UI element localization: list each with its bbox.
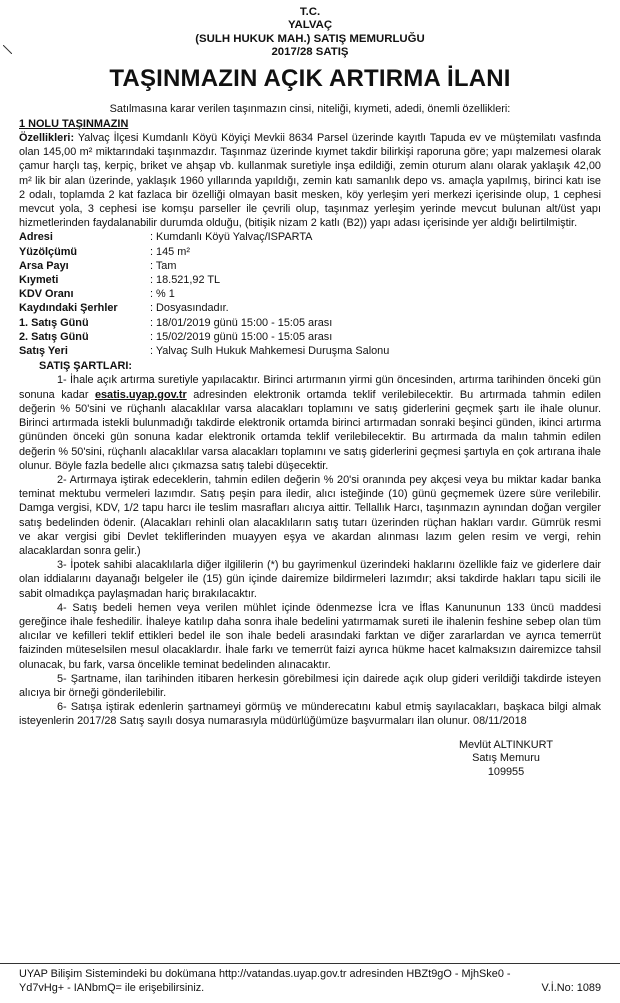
property-heading: 1 NOLU TAŞINMAZIN: [19, 117, 129, 130]
footer-vi-number: V.İ.No: 1089: [541, 981, 601, 994]
property-value: : Dosyasındadır.: [150, 302, 229, 315]
features-paragraph: [19, 131, 601, 230]
property-row: [19, 344, 389, 358]
crop-mark-icon: [3, 45, 12, 54]
header-line-file-no: 2017/28 SATIŞ: [271, 46, 349, 59]
property-value: : Yalvaç Sulh Hukuk Mahkemesi Duruşma Salonu: [150, 345, 390, 358]
condition-6: 6- Satışa iştirak edenlerin şartnameyi görmüş ve münderecatını kabul etmiş sayılacakları, başkaca bilgi almak isteyenlerin 2017/28 Satış sayılı dosya numarasıyla müdürlüğümüze başvurmaları ilan olunur. 08/11/2018: [19, 701, 601, 728]
property-value: : 18/01/2019 günü 15:00 - 15:05 arası: [150, 316, 333, 329]
property-value: : Kumdanlı Köyü Yalvaç/ISPARTA: [150, 231, 313, 244]
header-line-city: YALVAÇ: [287, 19, 333, 32]
institution-header: [19, 6, 601, 60]
property-row: [19, 301, 389, 315]
signer-title: Satış Memuru: [472, 752, 540, 765]
property-key: Kaydındaki Şerhler: [19, 302, 118, 315]
features-label: Özellikleri:: [19, 132, 75, 145]
property-key: KDV Oranı: [19, 288, 74, 301]
condition-3: 3- İpotek sahibi alacaklılarla diğer ilgililerin (*) bu gayrimenkul üzerindeki haklarını özellikle faiz ve giderlere dair olan iddialarını dayanağı belgeler ile (15) gün içinde dairemize bildirmeleri lazımdır; aksi takdirde hakları tapu sicili ile sabit olmadıkça paylaşmadan hariç bırakılacaktır.: [19, 559, 601, 600]
signer-number: 109955: [487, 765, 525, 778]
condition-1-text-b: adresinden elektronik ortamda teklif verilebilecektir. Bu artırmada tahmin edilen değerin % 50'sini ve rüçhanlı alacaklılar varsa alacakları toplamını ve satış giderlerini geçmek şartı ile ihale olunur. Birinci artırmada istekli bulunmadığı takdirde elektronik ortamda birinci artırmadan sonraki beşinci günden, ikinci artırma gününden önceki gün sonuna kadar elektronik ortamda teklif verilebilecektir. Bu artırmada da malın tahmin edilen değerin % 50'sini, rüçhanlı alacaklılar varsa alacakları toplamını ve satış giderlerini geçmesi şartıyla en çok artırana ihale olunur. Böyle fazla bedelle alıcı çıkmazsa satış talebi düşecektir.: [19, 388, 601, 472]
features-text: Yalvaç İlçesi Kumdanlı Köyü Köyiçi Mevkii 8634 Parsel üzerinde kayıtlı Tapuda ev ve müştemilatı vasfında olan 145,00 m² miktarındaki taşınmazdır. Taşınmaz üzerinde kıymet takdir bilirkişi raporuna göre; yapı malzemesi olarak çamur harçlı taş, kerpiç, briket ve ahşap vb. kullanmak suretiyle inşa edildiği, zemin oturum alanı olarak yaklaşık 42,00 m² lik bir alan üzerinde, yaklaşık 1960 yıllarında yapıldığı, zemin katı samanlık depo vs. amaçla yapılmış, birinci katı ise 2 odalı, toplamda 2 kat fazlaca bir özelliği olmayan basit mesken, köy yerleşim yeri merkezi içerisinde olup, 1 cephesi mevcut yola, 3 cephesi ise komşu parseller ile çevrili olup, taşınmaz yerleşim yerinde mevcut bulunan alt/üst yapı hizmetlerinden faydalanabilir durumda olduğu, (bitişik nizam 2 katlı (B2)) yapı adası içerisinde yer aldığı belirtilmiştir.: [19, 132, 601, 230]
condition-2: 2- Artırmaya iştirak edeceklerin, tahmin edilen değerin % 20'si oranında pey akçesi veya bu miktar kadar banka teminat mektubu vermeleri lazımdır. Satış peşin para iledir, alıcı isteğinde (10) günü geçmemek üzere süre verilebilir. Damga vergisi, KDV, 1/2 tapu harcı ile teslim masrafları alıcıya aittir. Tellallık Harcı, taşınmazın aynından doğan vergiler satış bedelinden ödenir. (Alacakları rehinli olan alacaklıların satış tutarı üzerinden rüçhan hakları vardır. Gümrük resmi ve akar vergisi gibi Devlet tekliflerinden muayyen eşya ve akardan alınması lazım gelen resim ve vergi, rehin alacaklardan sonra gelir.): [19, 473, 601, 557]
announcement-title: TAŞINMAZIN AÇIK ARTIRMA İLANI: [109, 64, 511, 92]
property-row: [19, 259, 389, 273]
property-key: Arsa Payı: [19, 259, 69, 272]
property-row: [19, 316, 389, 330]
property-key: Kıymeti: [19, 274, 59, 287]
property-key: 1. Satış Günü: [19, 316, 89, 329]
property-value: : Tam: [150, 259, 177, 272]
uyap-footer: [0, 963, 620, 995]
esatis-link[interactable]: esatis.uyap.gov.tr: [94, 388, 187, 401]
property-key: Yüzölçümü: [19, 245, 78, 258]
property-value: : 18.521,92 TL: [150, 274, 221, 287]
footer-text: UYAP Bilişim Sistemindeki bu dokümana http://vatandas.uyap.gov.tr adresinden HBZt9gO - MjhSke0 - Yd7vHg+ - IANbmQ= ile erişebilirsiniz.: [19, 968, 511, 994]
condition-4: 4- Satış bedeli hemen veya verilen mühlet içinde ödenmezse İcra ve İflas Kanununun 133 üncü maddesi gereğince ihale feshedilir. İhaleye katılıp daha sonra ihale bedelini yatırmamak sureti ile ihalenin feshine sebep olan tüm alıcılar ve kefilleri teklif ettikleri bedel ile son ihale bedeli arasındaki farktan ve diğer zararlardan ve ayrıca temerrüt faizinden müteselsilen mesul olacaklardır. İhale farkı ve temerrüt faizi ayrıca hükme hacet kalmaksızın dairemizce tahsil olunacak, bu fark, varsa öncelikle teminat bedelinden alınacaktır.: [19, 601, 601, 671]
condition-1: [19, 373, 601, 472]
property-row: [19, 273, 389, 287]
property-key: Adresi: [19, 231, 53, 244]
intro-text: Satılmasına karar verilen taşınmazın cinsi, niteliği, kıymeti, adedi, önemli özellikleri:: [109, 102, 511, 115]
property-row: [19, 287, 389, 301]
conditions-title: SATIŞ ŞARTLARI:: [39, 360, 132, 373]
property-value: : 15/02/2019 günü 15:00 - 15:05 arası: [150, 330, 333, 343]
condition-1-text-a: 1- İhale açık artırma suretiyle yapılacaktır. Birinci artırmanın yirmi gün öncesinden, artırma tarihinden önceki gün sonuna kadar: [19, 374, 601, 401]
property-details-table: [19, 230, 389, 358]
property-row: [19, 330, 389, 344]
property-row: [19, 230, 389, 244]
header-line-office: (SULH HUKUK MAH.) SATIŞ MEMURLUĞU: [195, 32, 425, 45]
condition-5: 5- Şartname, ilan tarihinden itibaren herkesin görebilmesi için dairede açık olup gideri verildiği takdirde isteyen alıcıya bir örneği gönderilebilir.: [19, 672, 601, 699]
property-key: 2. Satış Günü: [19, 330, 89, 343]
header-line-tc: T.C.: [299, 6, 321, 18]
property-value: : 145 m²: [150, 245, 190, 258]
signer-name: Mevlüt ALTINKURT: [458, 738, 553, 751]
property-row: [19, 245, 389, 259]
signature-block: [426, 739, 586, 780]
property-value: : % 1: [150, 288, 175, 301]
property-key: Satış Yeri: [19, 345, 68, 358]
